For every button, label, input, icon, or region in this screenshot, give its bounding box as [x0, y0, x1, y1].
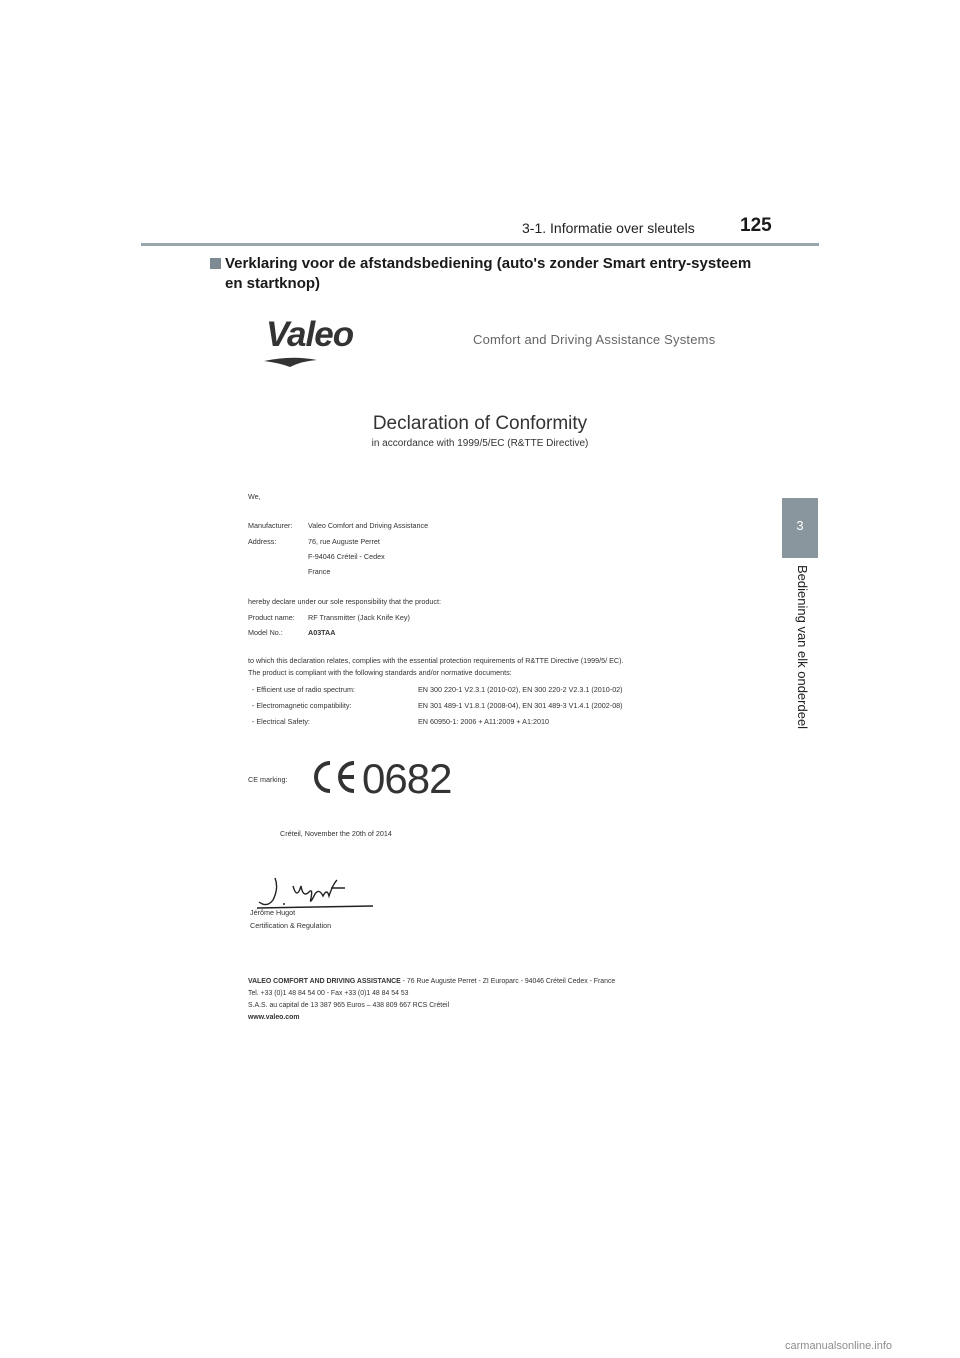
model-label: Model No.: [248, 628, 283, 637]
footer-line: S.A.S. au capital de 13 387 965 Euros – 438 809 667 RCS Créteil [248, 1002, 450, 1009]
address-label: Address: [248, 537, 277, 546]
standard-value: EN 301 489-1 V1.8.1 (2008-04), EN 301 489-3 V1.4.1 (2002-08) [418, 701, 623, 710]
section-heading [210, 254, 770, 294]
header-rule [141, 243, 819, 246]
product-label: Product name: [248, 613, 295, 622]
standard-label: - Electromagnetic compatibility: [252, 701, 352, 710]
standard-label: - Efficient use of radio spectrum: [252, 685, 355, 694]
valeo-logo-text: Valeo [266, 315, 354, 354]
company-tagline: Comfort and Driving Assistance Systems [473, 332, 716, 347]
ce-mark-icon [310, 759, 360, 795]
square-bullet-icon [210, 258, 221, 269]
manufacturer-label: Manufacturer: [248, 521, 293, 530]
ce-notified-body-number: 0682 [362, 755, 452, 802]
chapter-label: Bediening van elk onderdeel [795, 565, 810, 730]
relates-text: to which this declaration relates, complies with the essential protection requirements of R&TTE Directive (1999/5/ EC). [248, 656, 624, 665]
product-value: RF Transmitter (Jack Knife Key) [308, 613, 410, 622]
declare-text: hereby declare under our sole responsibility that the product: [248, 597, 441, 606]
handwritten-signature-icon [253, 870, 378, 910]
signer-name: Jérôme Hugot [250, 908, 296, 917]
declaration-subtitle: in accordance with 1999/5/EC (R&TTE Directive) [371, 438, 589, 449]
footer-line: Tel. +33 (0)1 48 84 54 00 - Fax +33 (0)1 48 84 54 53 [248, 990, 409, 997]
page-number: 125 [740, 215, 772, 236]
place-date: Créteil, November the 20th of 2014 [280, 829, 392, 838]
footer-company: VALEO COMFORT AND DRIVING ASSISTANCE [248, 978, 401, 985]
ce-marking-label: CE marking: [248, 775, 288, 784]
chapter-tab: 3 [782, 498, 818, 558]
compliant-text: The product is compliant with the following standards and/or normative documents: [248, 668, 512, 677]
footer-website: www.valeo.com [248, 1014, 300, 1021]
manufacturer-value: Valeo Comfort and Driving Assistance [308, 521, 429, 530]
footer-line [248, 978, 615, 985]
standard-value: EN 60950-1: 2006 + A11:2009 + A1:2010 [418, 717, 549, 726]
section-heading-text: Verklaring voor de afstandsbediening (auto's zonder Smart entry-systeem en startknop) [225, 255, 752, 292]
we-text: We, [248, 492, 261, 501]
declaration-of-conformity-scan [230, 305, 730, 1035]
address-line: F-94046 Créteil - Cedex [308, 552, 385, 561]
standard-label: - Electrical Safety: [252, 717, 310, 726]
watermark: carmanualsonline.info [785, 1340, 893, 1352]
address-line: France [308, 567, 331, 576]
model-value: A03TAA [308, 628, 336, 637]
address-line: 76, rue Auguste Perret [308, 537, 380, 546]
declaration-title: Declaration of Conformity [372, 413, 588, 434]
signer-title: Certification & Regulation [250, 921, 332, 930]
standard-value: EN 300 220-1 V2.3.1 (2010-02), EN 300 220-2 V2.3.1 (2010-02) [418, 685, 623, 694]
running-header-section: 3-1. Informatie over sleutels [522, 220, 695, 236]
footer-address: - 76 Rue Auguste Perret - ZI Europarc - 94046 Créteil Cedex - France [400, 978, 616, 985]
